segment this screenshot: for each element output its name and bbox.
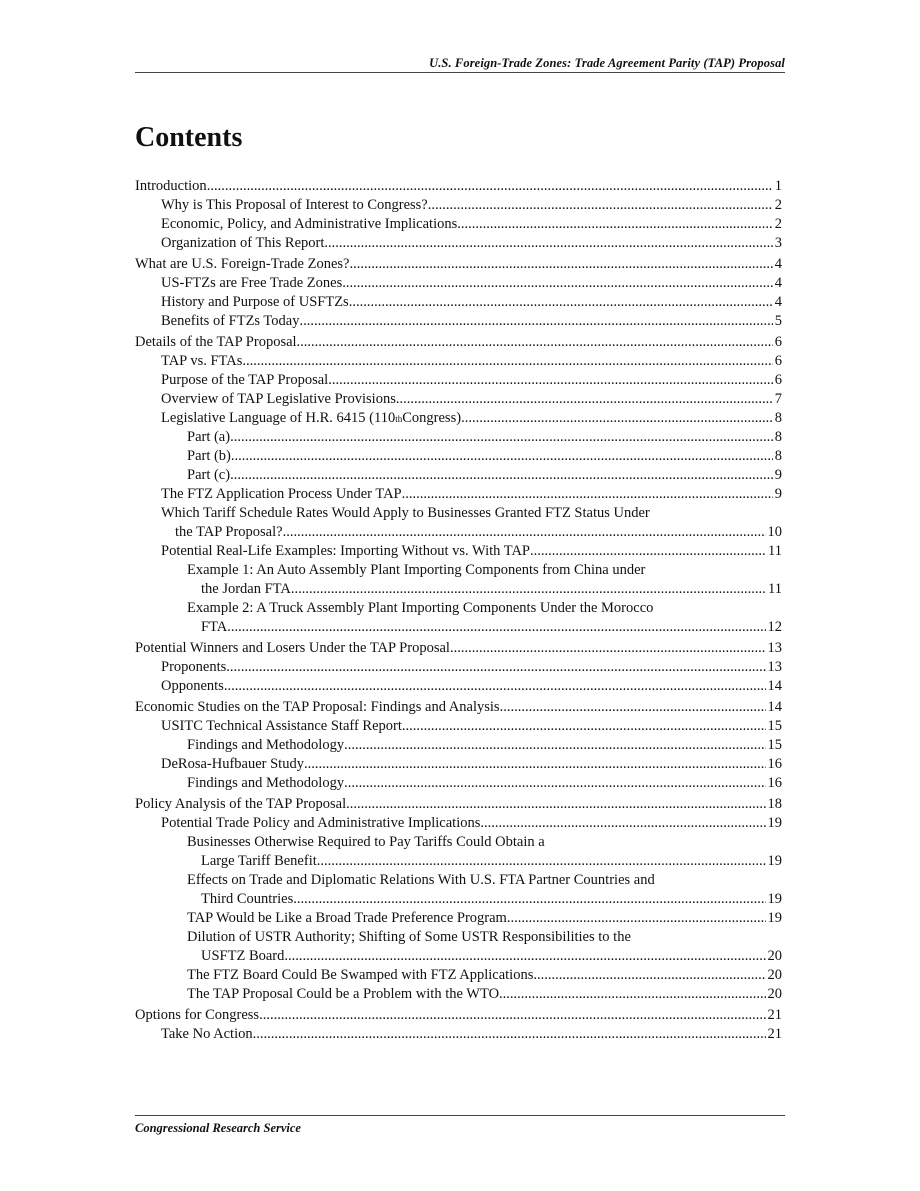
dot-leader <box>253 1025 766 1044</box>
toc-page-number: 13 <box>767 659 782 675</box>
toc-entry[interactable] <box>135 795 782 814</box>
toc-entry-text: Part (a) <box>187 429 231 445</box>
toc-entry-text: Example 1: An Auto Assembly Plant Importing Components from China under <box>187 562 646 578</box>
dot-leader <box>230 466 773 485</box>
toc-entry-text: Policy Analysis of the TAP Proposal <box>135 796 347 812</box>
toc-entry-text: Take No Action <box>161 1026 253 1042</box>
toc-page-number: 20 <box>767 948 782 964</box>
toc-page-number: 2 <box>774 197 782 213</box>
toc-page-number: 8 <box>774 410 782 426</box>
toc-entry-text: Part (c) <box>187 467 231 483</box>
toc-entry-text: Opponents <box>161 678 224 694</box>
toc-page-number: 19 <box>767 891 782 907</box>
toc-entry-text: FTA <box>201 619 228 635</box>
toc-page-number: 14 <box>767 678 782 694</box>
dot-leader <box>230 428 773 447</box>
toc-entry-text: TAP vs. FTAs <box>161 353 243 369</box>
toc-entry[interactable] <box>135 814 782 833</box>
dot-leader <box>499 985 765 1004</box>
toc-entry[interactable] <box>135 561 782 599</box>
toc-entry-text: Potential Real-Life Examples: Importing Without vs. With TAP <box>161 543 530 559</box>
dot-leader <box>530 542 766 561</box>
toc-page-number: 19 <box>767 853 782 869</box>
dot-leader <box>227 618 765 637</box>
toc-page-number: 13 <box>767 640 782 656</box>
toc-entry-text: Why is This Proposal of Interest to Congress? <box>161 197 428 213</box>
toc-entry[interactable] <box>135 1025 782 1044</box>
toc-entry-text: Dilution of USTR Authority; Shifting of Some USTR Responsibilities to the <box>187 929 631 945</box>
toc-entry[interactable] <box>135 658 782 677</box>
toc-entry[interactable] <box>135 928 782 966</box>
dot-leader <box>428 196 773 215</box>
toc-entry[interactable] <box>135 428 782 447</box>
toc-entry-text: Organization of This Report <box>161 235 325 251</box>
toc-page-number: 9 <box>774 486 782 502</box>
toc-page-number: 12 <box>767 619 782 635</box>
dot-leader <box>324 234 772 253</box>
toc-entry-text-after: Congress) <box>402 410 462 426</box>
toc-entry[interactable] <box>135 196 782 215</box>
toc-page-number: 19 <box>767 815 782 831</box>
toc-page-number: 19 <box>767 910 782 926</box>
toc-page-number: 11 <box>768 581 782 597</box>
toc-entry[interactable] <box>135 466 782 485</box>
dot-leader <box>480 814 765 833</box>
toc-entry-text: History and Purpose of USFTZs <box>161 294 349 310</box>
toc-entry[interactable] <box>135 639 782 658</box>
toc-entry-text: the TAP Proposal? <box>175 524 283 540</box>
toc-page-number: 21 <box>767 1026 782 1042</box>
toc-page-number: 2 <box>774 216 782 232</box>
page-title: Contents <box>135 122 243 153</box>
dot-leader <box>297 333 773 352</box>
toc-entry-text: Purpose of the TAP Proposal <box>161 372 329 388</box>
dot-leader <box>450 639 766 658</box>
toc-entry[interactable] <box>135 177 782 196</box>
toc-entry[interactable] <box>135 985 782 1004</box>
toc-entry-text: Introduction <box>135 178 207 194</box>
toc-entry-text: USFTZ Board <box>201 948 285 964</box>
toc-entry[interactable] <box>135 352 782 371</box>
toc-entry[interactable] <box>135 677 782 696</box>
toc-entry[interactable]: Legislative Language of H.R. 6415 (110 th Congress) ..... 8 <box>135 409 782 428</box>
dot-leader <box>402 717 766 736</box>
dot-leader <box>533 966 765 985</box>
footer-rule <box>135 1115 785 1116</box>
dot-leader <box>291 580 766 599</box>
toc-entry-text: Economic Studies on the TAP Proposal: Findings and Analysis <box>135 699 500 715</box>
toc-entry-text: Findings and Methodology <box>187 737 345 753</box>
running-header: U.S. Foreign-Trade Zones: Trade Agreement Parity (TAP) Proposal <box>429 56 785 70</box>
dot-leader <box>226 658 765 677</box>
toc-entry[interactable] <box>135 255 782 274</box>
dot-leader <box>457 215 772 234</box>
toc-entry[interactable] <box>135 909 782 928</box>
toc-entry-text: Economic, Policy, and Administrative Implications <box>161 216 458 232</box>
dot-leader <box>350 255 773 274</box>
dot-leader <box>317 852 766 871</box>
toc-page-number: 8 <box>774 429 782 445</box>
dot-leader <box>207 177 773 196</box>
toc-entry-text: DeRosa-Hufbauer Study <box>161 756 304 772</box>
dot-leader <box>293 890 765 909</box>
toc-entry[interactable] <box>135 736 782 755</box>
toc-entry-text: Potential Trade Policy and Administrative Implications <box>161 815 481 831</box>
toc-entry-text: Details of the TAP Proposal <box>135 334 297 350</box>
toc-page-number: 16 <box>767 775 782 791</box>
toc-entry-text: The FTZ Application Process Under TAP <box>161 486 402 502</box>
header-rule <box>135 72 785 73</box>
table-of-contents <box>135 175 782 1044</box>
toc-entry-text: Benefits of FTZs Today <box>161 313 300 329</box>
toc-entry-text: the Jordan FTA <box>201 581 291 597</box>
toc-page-number: 16 <box>767 756 782 772</box>
toc-entry[interactable] <box>135 333 782 352</box>
toc-entry-text: Businesses Otherwise Required to Pay Tariffs Could Obtain a <box>187 834 545 850</box>
toc-entry-text: Overview of TAP Legislative Provisions <box>161 391 396 407</box>
dot-leader <box>344 774 765 793</box>
dot-leader <box>284 947 765 966</box>
toc-page-number: 6 <box>774 353 782 369</box>
toc-entry-text: Part (b) <box>187 448 231 464</box>
toc-entry[interactable] <box>135 871 782 909</box>
toc-entry[interactable] <box>135 698 782 717</box>
dot-leader <box>396 390 773 409</box>
toc-entry[interactable] <box>135 215 782 234</box>
toc-entry-text: Potential Winners and Losers Under the TAP Proposal <box>135 640 450 656</box>
toc-entry[interactable] <box>135 1006 782 1025</box>
toc-entry[interactable] <box>135 599 782 637</box>
toc-entry-text: Third Countries <box>201 891 294 907</box>
dot-leader <box>461 409 773 428</box>
toc-entry[interactable] <box>135 274 782 293</box>
toc-page-number: 20 <box>767 967 782 983</box>
toc-entry[interactable] <box>135 234 782 253</box>
toc-page-number: 18 <box>767 796 782 812</box>
dot-leader <box>224 677 766 696</box>
toc-page-number: 21 <box>767 1007 782 1023</box>
toc-entry[interactable] <box>135 390 782 409</box>
toc-entry-text: Proponents <box>161 659 227 675</box>
dot-leader <box>346 795 765 814</box>
toc-entry-text: TAP Would be Like a Broad Trade Preference Program <box>187 910 507 926</box>
toc-page-number: 11 <box>768 543 782 559</box>
toc-page-number: 6 <box>774 334 782 350</box>
dot-leader <box>342 274 773 293</box>
dot-leader <box>283 523 766 542</box>
dot-leader <box>328 371 773 390</box>
toc-page-number: 20 <box>767 986 782 1002</box>
toc-entry-text: Example 2: A Truck Assembly Plant Importing Components Under the Morocco <box>187 600 654 616</box>
toc-entry[interactable] <box>135 833 782 871</box>
toc-entry-text: Options for Congress <box>135 1007 260 1023</box>
toc-page-number: 6 <box>774 372 782 388</box>
toc-entry[interactable] <box>135 312 782 331</box>
toc-entry-text: Effects on Trade and Diplomatic Relations With U.S. FTA Partner Countries and <box>187 872 655 888</box>
toc-page-number: 1 <box>774 178 782 194</box>
toc-page-number: 7 <box>774 391 782 407</box>
dot-leader <box>231 447 773 466</box>
toc-entry-text: US-FTZs are Free Trade Zones <box>161 275 343 291</box>
toc-entry-text: Large Tariff Benefit <box>201 853 317 869</box>
toc-entry-text: Findings and Methodology <box>187 775 345 791</box>
running-footer: Congressional Research Service <box>135 1121 301 1135</box>
dot-leader <box>299 312 772 331</box>
toc-page-number: 15 <box>767 718 782 734</box>
dot-leader <box>402 485 773 504</box>
dot-leader <box>242 352 772 371</box>
toc-page-number: 8 <box>774 448 782 464</box>
toc-entry[interactable] <box>135 485 782 504</box>
toc-entry[interactable] <box>135 717 782 736</box>
toc-page-number: 5 <box>774 313 782 329</box>
toc-page-number: 9 <box>774 467 782 483</box>
dot-leader <box>500 698 766 717</box>
toc-page-number: 15 <box>767 737 782 753</box>
toc-entry[interactable] <box>135 504 782 542</box>
toc-entry-text: Legislative Language of H.R. 6415 (110 <box>161 410 396 426</box>
dot-leader <box>304 755 766 774</box>
toc-entry[interactable] <box>135 755 782 774</box>
toc-entry[interactable] <box>135 293 782 312</box>
dot-leader <box>259 1006 765 1025</box>
toc-entry[interactable] <box>135 447 782 466</box>
toc-page-number: 4 <box>774 256 782 272</box>
dot-leader <box>349 293 773 312</box>
toc-entry[interactable] <box>135 371 782 390</box>
toc-entry[interactable] <box>135 774 782 793</box>
toc-page-number: 3 <box>774 235 782 251</box>
toc-entry-text: Which Tariff Schedule Rates Would Apply to Businesses Granted FTZ Status Under <box>161 505 650 521</box>
toc-page-number: 4 <box>774 275 782 291</box>
dot-leader <box>344 736 765 755</box>
toc-entry[interactable] <box>135 966 782 985</box>
toc-entry-text: USITC Technical Assistance Staff Report <box>161 718 402 734</box>
toc-entry[interactable] <box>135 542 782 561</box>
toc-entry-text: What are U.S. Foreign-Trade Zones? <box>135 256 350 272</box>
toc-entry-text: The TAP Proposal Could be a Problem with the WTO <box>187 986 500 1002</box>
toc-page-number: 10 <box>767 524 782 540</box>
toc-page-number: 4 <box>774 294 782 310</box>
toc-entry-text: The FTZ Board Could Be Swamped with FTZ Applications <box>187 967 534 983</box>
toc-page-number: 14 <box>767 699 782 715</box>
dot-leader <box>507 909 766 928</box>
